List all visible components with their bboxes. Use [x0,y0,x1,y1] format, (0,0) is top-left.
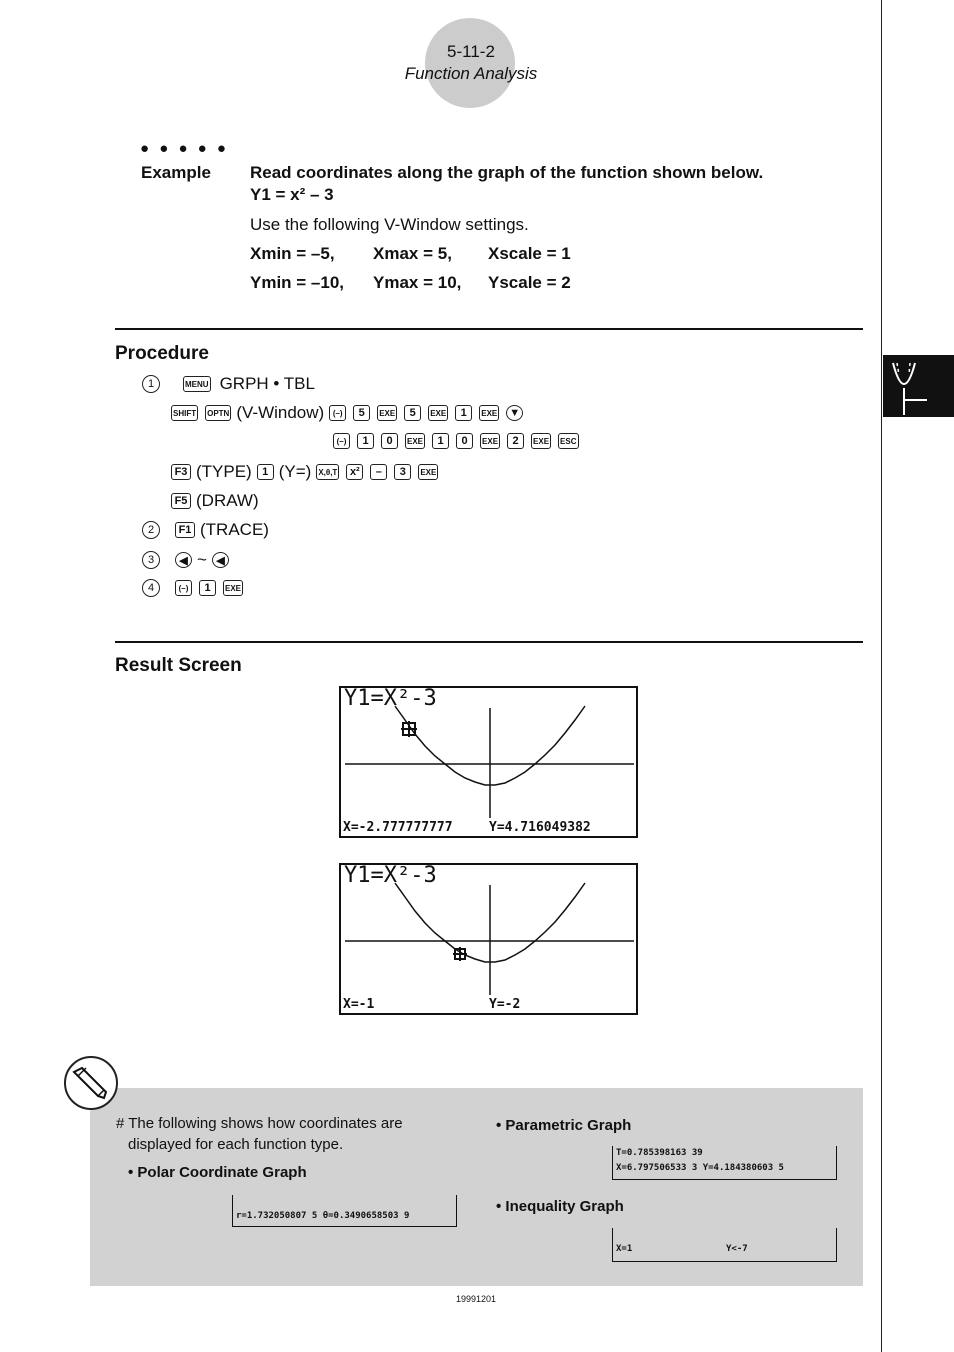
screen-x-readout: X=-2.777777777 [343,820,453,835]
digit-key: 1 [357,433,374,449]
example-dots: ● ● ● ● ● [140,140,229,157]
exe-key: EXE [428,405,448,421]
section-number: 5-11-2 [447,42,495,61]
example-function: Y1 = x² – 3 [250,185,334,204]
x-theta-t-key: X,θ,T [316,464,339,480]
digit-key: 1 [199,580,216,596]
procedure-title: Procedure [115,343,209,364]
grph-tbl-label: GRPH • TBL [219,374,315,393]
tilde: ~ [197,550,207,569]
footer-code: 19991201 [455,1294,497,1304]
shift-key: SHIFT [171,405,198,421]
esc-key: ESC [558,433,578,449]
digit-key: 2 [507,433,524,449]
chapter-tab [883,355,954,417]
section-title: Function Analysis [404,64,538,83]
cursor-down-key: ▼ [506,405,523,421]
divider [115,641,863,643]
procedure-step-4 [142,579,245,597]
exe-key: EXE [531,433,551,449]
xmax-setting: Xmax = 5, [373,244,452,263]
y-equals-label: (Y=) [278,462,312,481]
procedure-step-1-draw [169,491,259,511]
xmin-setting: Xmin = –5, [250,244,335,263]
polar-label: • Polar Coordinate Graph [128,1164,307,1181]
digit-key: 1 [432,433,449,449]
note-intro-line2: displayed for each function type. [128,1136,344,1153]
example-instruction: Read coordinates along the graph of the function shown below. [250,163,764,182]
procedure-step-1 [142,374,315,394]
vwindow-intro: Use the following V-Window settings. [250,215,529,234]
parametric-t: T=0.785398163 39 [616,1148,703,1158]
parametric-xy: X=6.797506533 3 Y=4.184380603 5 [616,1163,784,1173]
procedure-step-1-y-range [331,433,581,449]
f3-key: F3 [171,464,191,480]
step-number: 2 [142,521,160,539]
type-label: (TYPE) [196,462,252,481]
inequality-label: • Inequality Graph [496,1198,624,1215]
result-title: Result Screen [115,655,242,676]
screen-function: Y1=X²-3 [344,863,437,888]
inequality-x: X=1 [616,1244,633,1254]
screen-y-readout: Y=-2 [489,997,521,1012]
divider [115,328,863,330]
digit-key: 3 [394,464,411,480]
digit-key: 1 [257,464,274,480]
inequality-y: Y<-7 [726,1244,748,1254]
procedure-step-3 [142,550,231,570]
negative-key: (–) [175,580,192,596]
negative-key: (–) [329,405,346,421]
vwindow-label: (V-Window) [236,403,325,422]
exe-key: EXE [480,433,500,449]
header-circle [425,18,515,108]
screen-x-readout: X=-1 [343,997,375,1012]
f5-key: F5 [171,493,191,509]
step-number: 4 [142,579,160,597]
exe-key: EXE [377,405,397,421]
exe-key: EXE [223,580,243,596]
procedure-step-1-vwindow [169,403,525,423]
screen-y-readout: Y=4.716049382 [489,820,591,835]
inequality-readout-screen [612,1228,837,1262]
cursor-left-key: ◀ [175,552,192,568]
optn-key: OPTN [205,405,231,421]
pencil-icon [64,1056,118,1110]
procedure-step-1-type [169,462,440,482]
ymin-setting: Ymin = –10, [250,273,345,292]
yscale-setting: Yscale = 2 [488,273,571,292]
digit-key: 0 [456,433,473,449]
graph-tab-icon [883,355,954,417]
digit-key: 5 [404,405,421,421]
cursor-left-key: ◀ [212,552,229,568]
parametric-label: • Parametric Graph [496,1117,632,1134]
note-intro-line1: # The following shows how coordinates are [116,1115,403,1132]
page-edge-rule [881,0,882,1352]
example-label: Example [141,163,211,182]
f1-key: F1 [175,522,195,538]
exe-key: EXE [405,433,425,449]
trace-label: (TRACE) [200,520,269,539]
negative-key: (–) [333,433,350,449]
result-screen-1 [339,686,638,838]
exe-key: EXE [418,464,438,480]
xscale-setting: Xscale = 1 [488,244,571,263]
step-number: 1 [142,375,160,393]
digit-key: 0 [381,433,398,449]
parametric-readout-screen [612,1146,837,1180]
menu-key: MENU [183,376,211,392]
polar-readout-screen [232,1195,457,1227]
result-screen-2 [339,863,638,1015]
polar-readout: r=1.732050807 5 θ=0.3490658503 9 [236,1211,410,1221]
digit-key: 5 [353,405,370,421]
exe-key: EXE [479,405,499,421]
digit-key: 1 [455,405,472,421]
screen-function: Y1=X²-3 [344,686,437,711]
square-key: x² [346,464,363,480]
minus-key: – [370,464,387,480]
ymax-setting: Ymax = 10, [373,273,462,292]
draw-label: (DRAW) [196,491,259,510]
step-number: 3 [142,551,160,569]
procedure-step-2 [142,520,269,540]
